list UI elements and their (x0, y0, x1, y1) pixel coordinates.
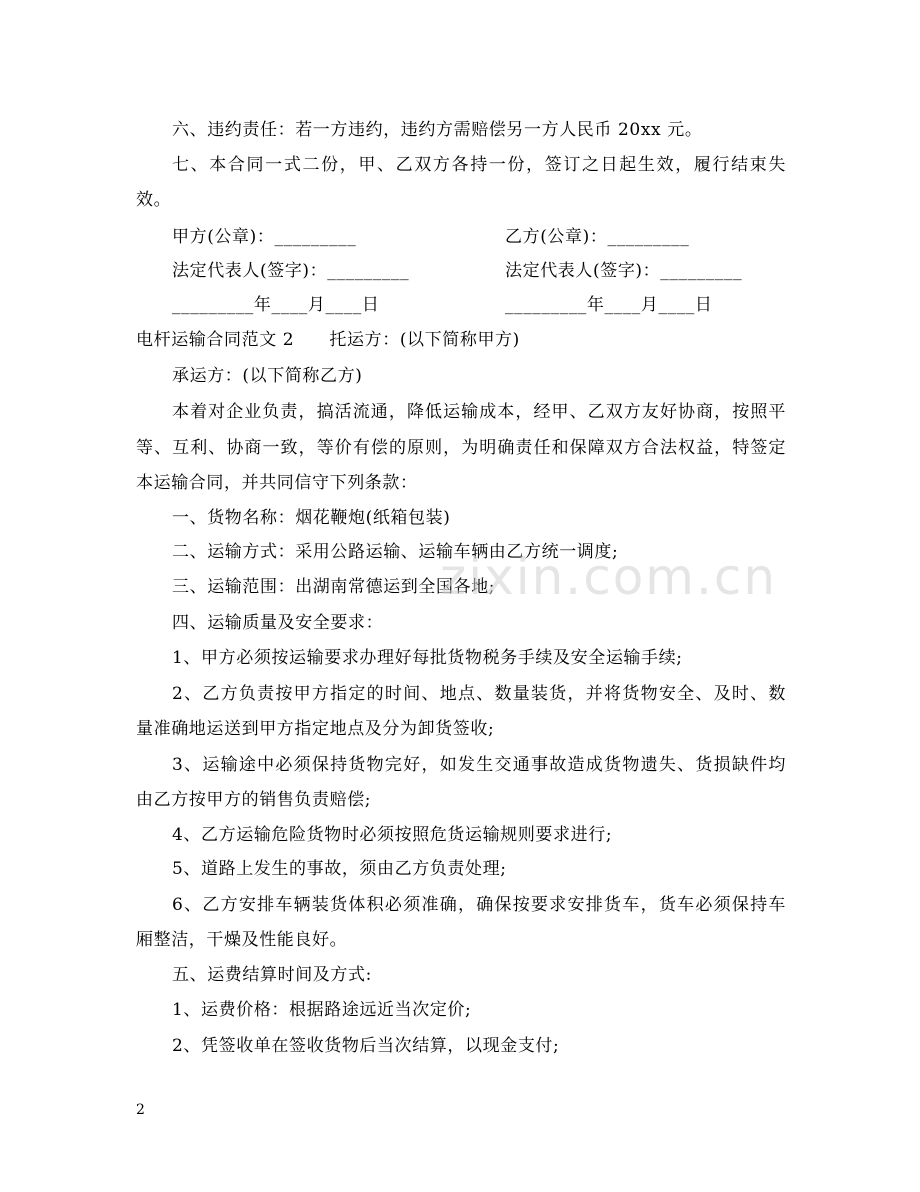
quality-item-1: 1、甲方必须按运输要求办理好每批货物税务手续及安全运输手续; (172, 648, 683, 668)
quality-item-6-line2: 厢整洁，干燥及性能良好。 (136, 930, 348, 950)
fee-heading: 五、运费结算时间及方式: (172, 965, 372, 985)
party-a-representative: 法定代表人(签字)：_________ (172, 261, 410, 281)
clause-copies-line2: 效。 (136, 190, 172, 210)
party-b-representative: 法定代表人(签字)：_________ (505, 261, 743, 281)
page-number: 2 (136, 1102, 145, 1118)
quality-item-3-line1: 3、运输途中必须保持货物完好，如发生交通事故造成货物遗失、货损缺件均 (172, 755, 786, 775)
clause-goods: 一、货物名称：烟花鞭炮(纸箱包装) (172, 508, 451, 528)
clause-copies-line1: 七、本合同一式二份，甲、乙双方各持一份，签订之日起生效，履行结束失 (172, 155, 786, 175)
preamble-line1: 本着对企业负责，搞活流通，降低运输成本，经甲、乙双方友好协商，按照平 (172, 402, 786, 422)
watermark: zixin.com.cn (440, 548, 778, 606)
clause-method: 二、运输方式：采用公路运输、运输车辆由乙方统一调度; (172, 542, 619, 562)
preamble-line2: 等、互利、协商一致，等价有偿的原则，为明确责任和保障双方合法权益，特签定 (136, 438, 786, 458)
clause-breach: 六、违约责任：若一方违约，违约方需赔偿另一方人民币 20xx 元。 (172, 120, 703, 140)
party-a-seal: 甲方(公章)：_________ (172, 227, 357, 247)
party-b-seal: 乙方(公章)：_________ (505, 227, 690, 247)
quality-item-4: 4、乙方运输危险货物时必须按照危货运输规则要求进行; (172, 825, 613, 845)
party-a-date: _________年____月____日 (172, 295, 380, 315)
quality-item-2-line1: 2、乙方负责按甲方指定的时间、地点、数量装货，并将货物安全、及时、数 (172, 684, 786, 704)
fee-item-2: 2、凭签收单在签收货物后当次结算，以现金支付; (172, 1036, 560, 1056)
quality-item-5: 5、道路上发生的事故，须由乙方负责处理; (172, 859, 507, 879)
clause-scope: 三、运输范围：出湖南常德运到全国各地; (172, 577, 496, 597)
quality-item-2-line2: 量准确地运送到甲方指定地点及分为卸货签收; (136, 719, 495, 739)
quality-heading: 四、运输质量及安全要求： (172, 613, 384, 633)
carrier-line: 承运方：(以下简称乙方) (172, 366, 363, 386)
contract2-title-line: 电杆运输合同范文 2 托运方：(以下简称甲方) (136, 330, 520, 350)
fee-item-1: 1、运费价格：根据路途远近当次定价; (172, 1000, 472, 1020)
quality-item-3-line2: 由乙方按甲方的销售负责赔偿; (136, 790, 372, 810)
preamble-line3: 本运输合同，并共同信守下列条款： (136, 473, 418, 493)
party-b-date: _________年____月____日 (505, 295, 713, 315)
quality-item-6-line1: 6、乙方安排车辆装货体积必须准确，确保按要求安排货车，货车必须保持车 (172, 895, 786, 915)
